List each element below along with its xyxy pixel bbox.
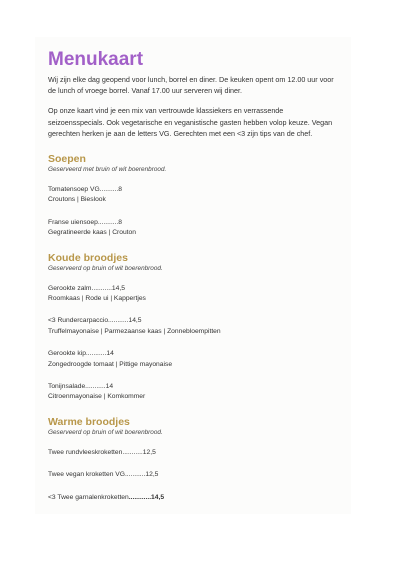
- menu-item: [48, 349, 340, 370]
- menu-item: [48, 448, 340, 458]
- menu-item-description: Gegratineerde kaas | Crouton: [48, 229, 136, 237]
- section-heading-soepen: Soepen: [48, 153, 86, 166]
- menu-item: [48, 185, 340, 206]
- menu-item: [48, 284, 340, 305]
- menu-item-name: Tonijnsalade...........14: [48, 383, 114, 391]
- intro-paragraph-hours: Wij zijn elke dag geopend voor lunch, borrel en diner. De keuken opent om 12.00 uur voor de lunch of vroege borrel. Vanaf 17.00 uur serveren wij diner.: [48, 75, 334, 96]
- menu-item: [48, 218, 340, 239]
- menu-content: [48, 50, 340, 515]
- menu-item: [48, 470, 340, 480]
- section-subtitle-warme-broodjes: Geserveerd op bruin of wit boerenbrood.: [48, 428, 163, 436]
- section-subtitle-soepen: Geserveerd met bruin of wit boerenbrood.: [48, 166, 167, 174]
- menu-item: [48, 316, 340, 337]
- menu-item-description: Croutons | Bieslook: [48, 196, 106, 204]
- page-title: Menukaart: [48, 49, 144, 70]
- menu-item-description: Roomkaas | Rode ui | Kappertjes: [48, 295, 146, 303]
- menu-item-name: Twee vegan kroketten VG...........12,5: [48, 471, 159, 479]
- menu-item: [48, 382, 340, 403]
- menu-item-name: Franse uiensoep...........8: [48, 218, 122, 226]
- menu-item-description: Zongedroogde tomaat | Pittige mayonaise: [48, 360, 173, 368]
- menu-item-description: Citroenmayonaise | Komkommer: [48, 393, 146, 401]
- section-subtitle-koude-broodjes: Geserveerd op bruin of wit boerenbrood.: [48, 264, 163, 272]
- menu-item-name: Twee rundvleeskroketten...........12,5: [48, 448, 156, 456]
- menu-item-description: Truffelmayonaise | Parmezaanse kaas | Zonnebloempitten: [48, 327, 221, 335]
- section-heading-warme-broodjes: Warme broodjes: [48, 415, 130, 428]
- menu-item-name: Tomatensoep VG..........8: [48, 186, 122, 194]
- section-heading-koude-broodjes: Koude broodjes: [48, 251, 128, 264]
- menu-item-name: <3 Rundercarpaccio...........14,5: [48, 317, 142, 325]
- intro-paragraph-menu: Op onze kaart vind je een mix van vertrouwde klassiekers en verrassende seizoensspecials. Ook vegetarische en veganistische gasten hebben volop keuze. Vegan gerechten herken je aan de letters VG. Gerechten met een <3 zijn tips van de chef.: [48, 106, 333, 138]
- menu-page: [35, 37, 351, 514]
- menu-item: [48, 493, 340, 503]
- menu-item-name: <3 Twee garnalenkroketten: [48, 493, 129, 501]
- menu-item-name: Gerookte zalm...........14,5: [48, 284, 125, 292]
- menu-item-name: Gerookte kip...........14: [48, 350, 114, 358]
- menu-item-price: ............14,5: [128, 493, 165, 501]
- menu-item-name-row: [48, 493, 340, 503]
